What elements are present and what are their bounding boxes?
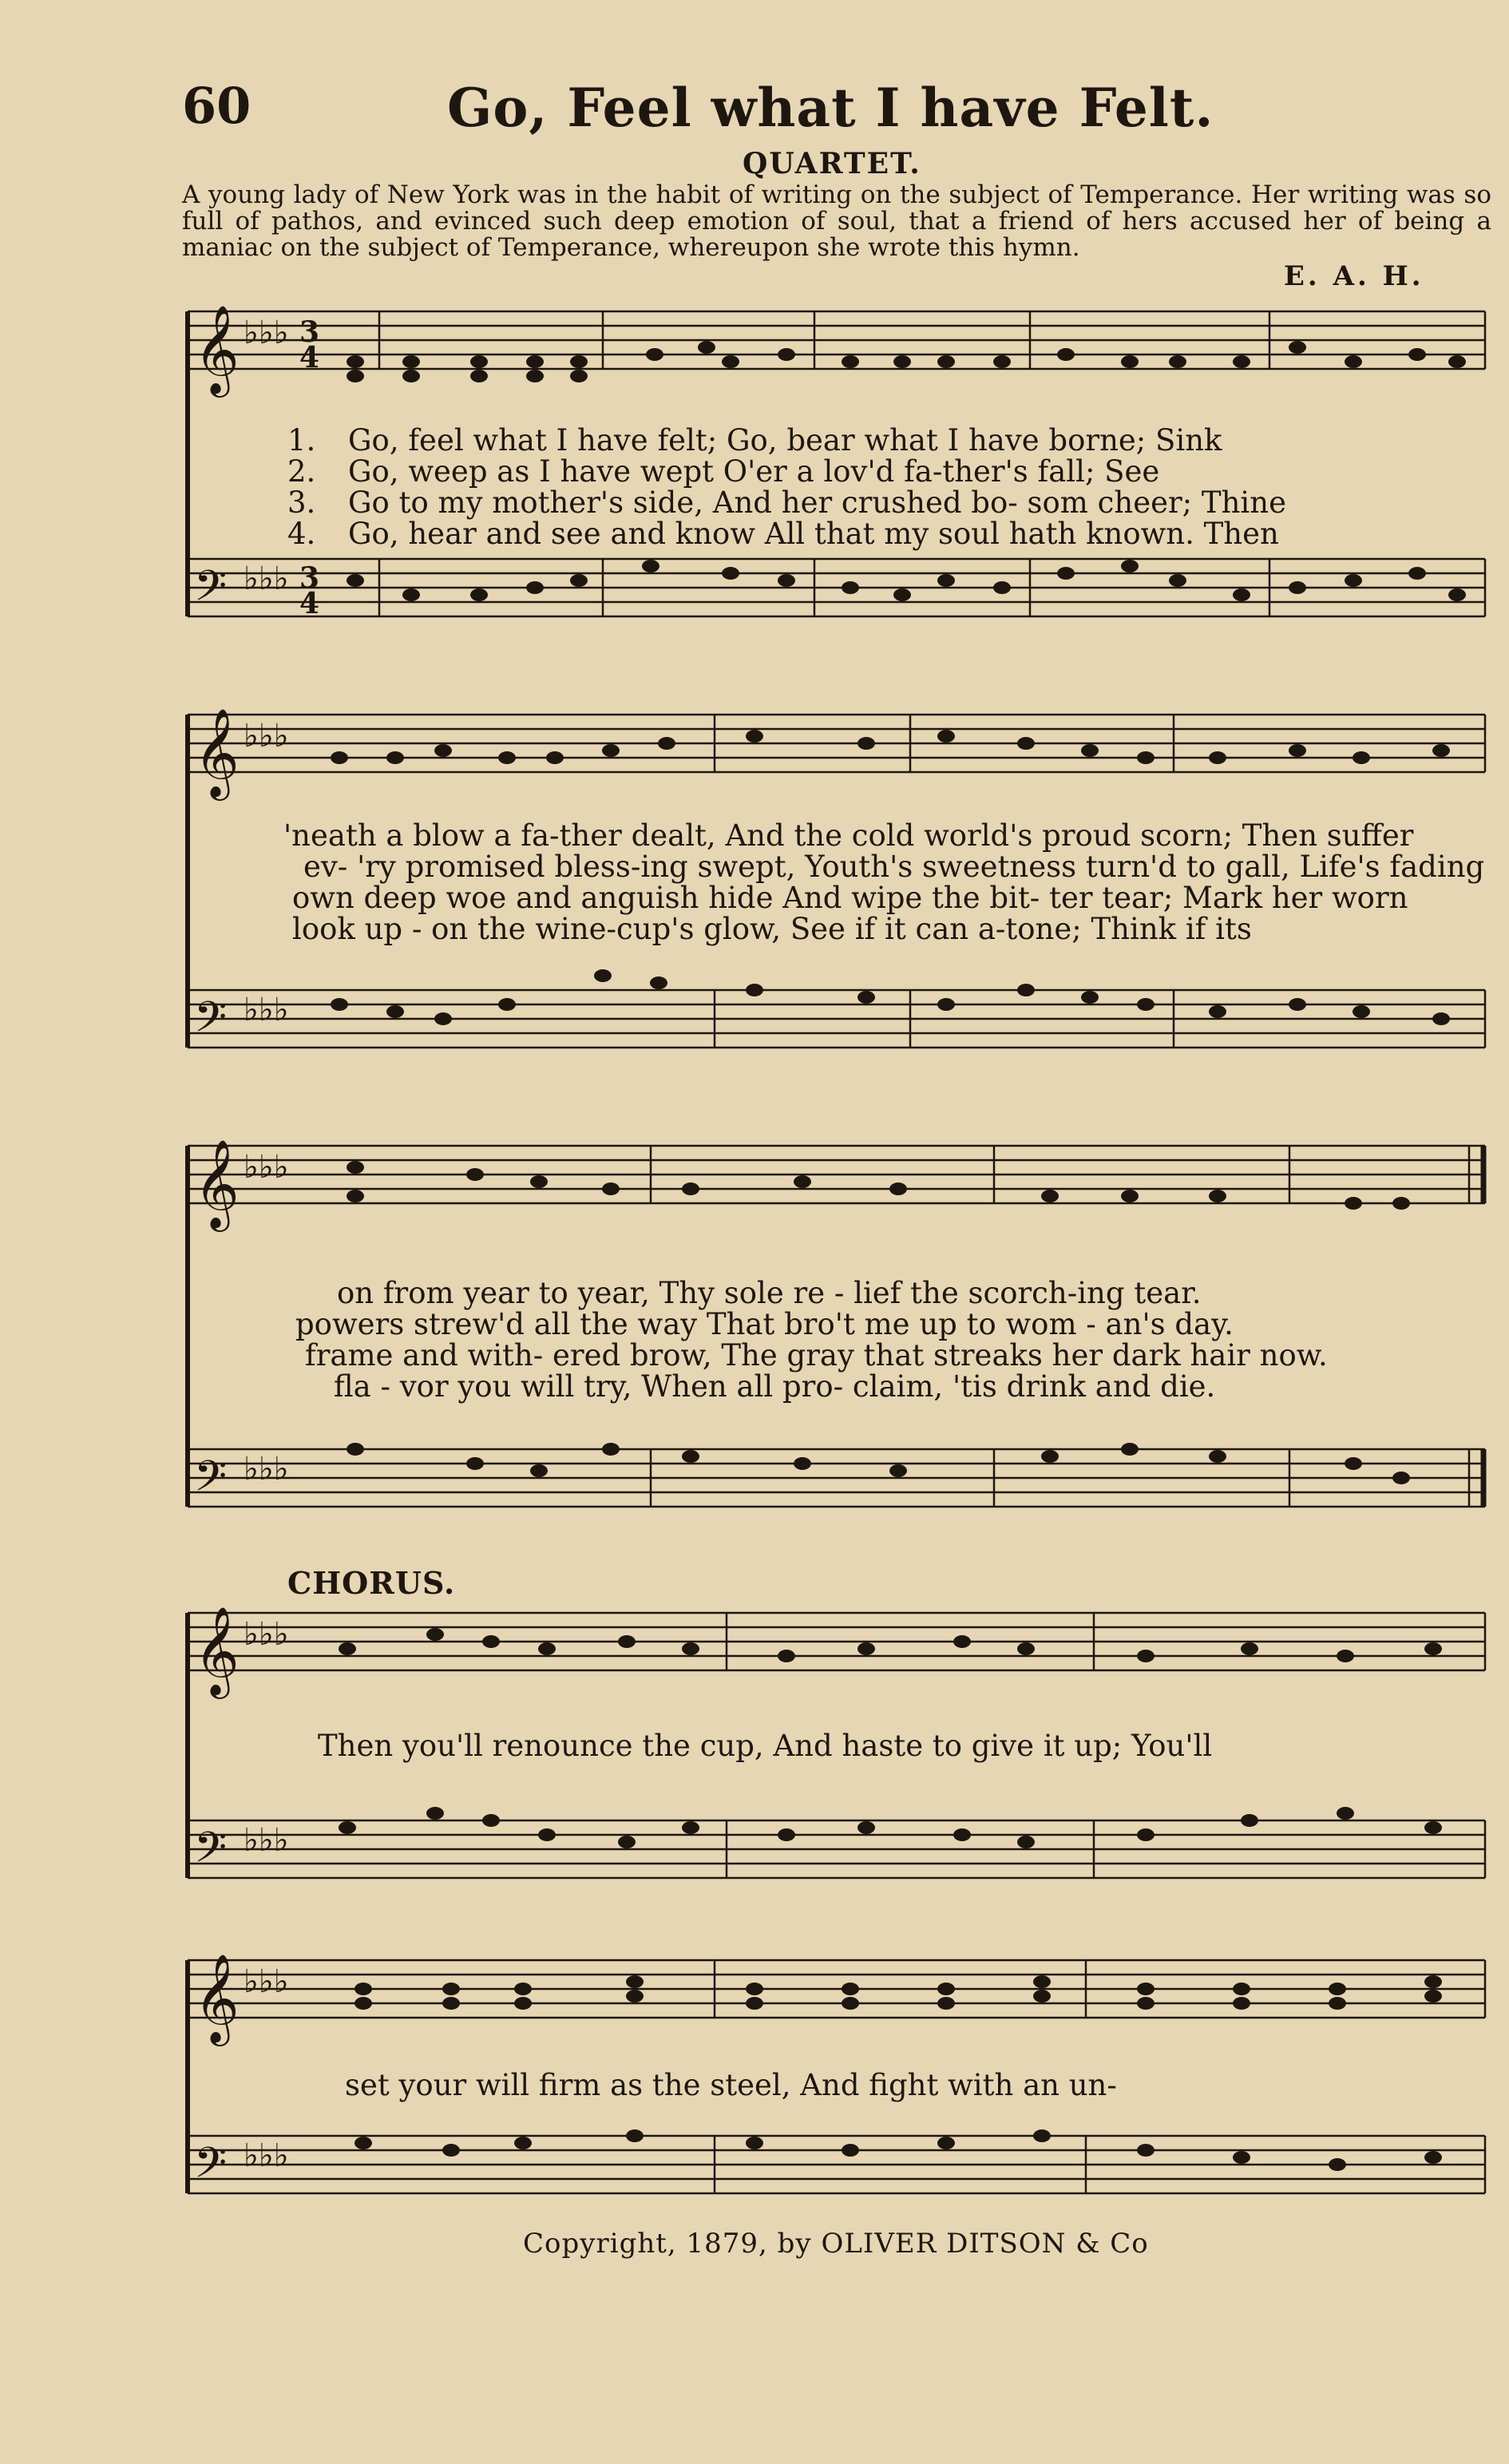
verse-line: [287, 454, 1159, 489]
lyric-line: ev- 'ry promised bless-ing swept, Youth's sweetness turn'd to gall, Life's fading: [303, 850, 1485, 884]
lyric-text: Go to my mother's side, And her crushed bo- som cheer; Thine: [348, 485, 1286, 520]
lyric-line: look up - on the wine-cup's glow, See if it can a-tone; Think if its: [292, 912, 1252, 946]
lyric-text: Go, hear and see and know All that my soul hath known. Then: [348, 517, 1279, 551]
svg-text:♭♭♭: ♭♭♭: [244, 1616, 289, 1653]
svg-text:♭♭♭: ♭♭♭: [244, 561, 289, 597]
chorus-label: CHORUS.: [287, 1565, 456, 1601]
verse-number: 2.: [287, 454, 316, 489]
page-title: Go, Feel what I have Felt.: [447, 77, 1214, 139]
verse-line: [287, 423, 1222, 458]
intro-paragraph: A young lady of New York was in the habit of writing on the subject of Temperance. Her writing was so full of pathos, and evinced such deep emotion of soul, that a friend of hers accused her of being a maniac on the subject of Temperance, whereupon she wrote this hymn.: [182, 180, 1491, 262]
svg-text:𝄢: 𝄢: [194, 2139, 228, 2198]
chorus-line-2: set your will firm as the steel, And fight with an un-: [345, 2068, 1117, 2102]
svg-text:♭♭♭: ♭♭♭: [244, 315, 289, 351]
lyric-line: on from year to year, Thy sole re - lief the scorch-ing tear.: [337, 1276, 1202, 1310]
svg-text:♭♭♭: ♭♭♭: [244, 2137, 289, 2174]
svg-text:♭♭♭: ♭♭♭: [244, 992, 289, 1028]
svg-text:𝄞: 𝄞: [194, 304, 240, 394]
verse-line: [287, 485, 1286, 520]
lyric-line: powers strew'd all the way That bro't me up to wom - an's day.: [295, 1307, 1234, 1341]
verse-number: 3.: [287, 485, 316, 520]
lyric-text: Go, weep as I have wept O'er a lov'd fa-ther's fall; See: [348, 454, 1160, 489]
svg-text:♭♭♭: ♭♭♭: [244, 1451, 289, 1488]
lyric-text: Go, feel what I have felt; Go, bear what I have borne; Sink: [348, 423, 1222, 458]
svg-text:♭♭♭: ♭♭♭: [244, 1822, 289, 1859]
svg-text:𝄢: 𝄢: [194, 993, 228, 1052]
svg-text:♭♭♭: ♭♭♭: [244, 1963, 289, 2000]
svg-text:𝄞: 𝄞: [194, 1953, 240, 2042]
page-number: 60: [182, 77, 252, 135]
svg-text:𝄞: 𝄞: [194, 1139, 240, 1228]
chorus-line-1: Then you'll renounce the cup, And haste to give it up; You'll: [318, 1729, 1213, 1763]
svg-text:𝄢: 𝄢: [194, 1452, 228, 1511]
svg-text:𝄢: 𝄢: [194, 1824, 228, 1883]
verse-number: 1.: [287, 423, 316, 458]
svg-text:♭♭♭: ♭♭♭: [244, 718, 289, 755]
verse-number: 4.: [287, 517, 316, 551]
svg-text:4: 4: [299, 341, 320, 374]
verse-line: [287, 517, 1279, 551]
lyric-line: fla - vor you will try, When all pro- claim, 'tis drink and die.: [334, 1369, 1216, 1404]
section-heading: QUARTET.: [743, 147, 921, 180]
svg-text:𝄞: 𝄞: [194, 1606, 240, 1695]
svg-text:𝄞: 𝄞: [194, 707, 240, 797]
svg-text:3: 3: [299, 315, 320, 349]
author-credit: E. A. H.: [1284, 260, 1424, 292]
svg-text:𝄢: 𝄢: [194, 562, 228, 621]
lyric-line: frame and with- ered brow, The gray that streaks her dark hair now.: [305, 1338, 1328, 1373]
verse-block-2: [283, 818, 1485, 946]
svg-text:♭♭♭: ♭♭♭: [244, 1149, 289, 1186]
verse-block-1: [287, 423, 1485, 551]
svg-text:4: 4: [299, 587, 320, 620]
copyright-notice: Copyright, 1879, by OLIVER DITSON & Co: [523, 2228, 1149, 2260]
lyric-line: 'neath a blow a fa-ther dealt, And the cold world's proud scorn; Then suffer: [283, 818, 1414, 853]
svg-text:3: 3: [299, 561, 320, 595]
verse-block-3: [287, 1276, 1485, 1404]
lyric-line: own deep woe and anguish hide And wipe the bit- ter tear; Mark her worn: [292, 881, 1408, 915]
